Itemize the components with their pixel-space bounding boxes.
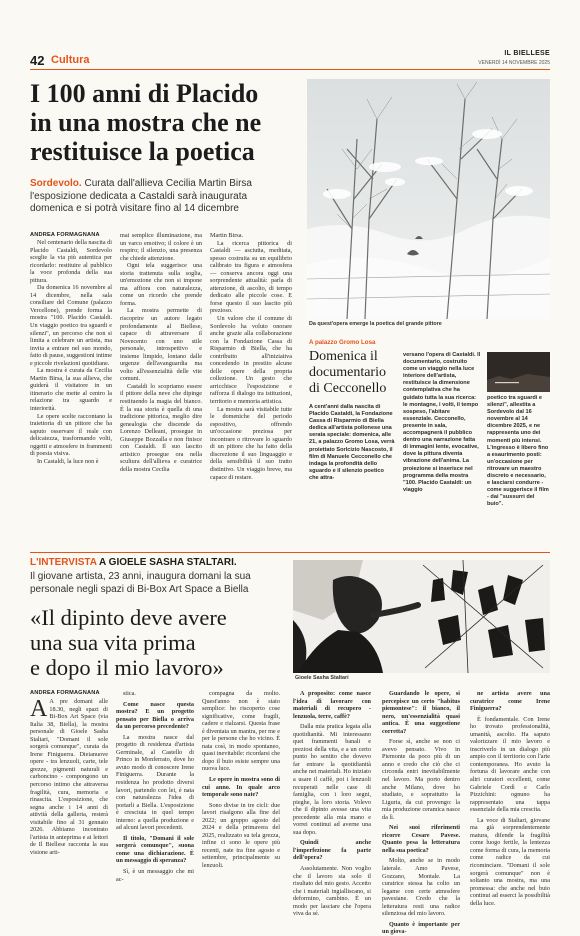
date-line: VENERDÌ 14 NOVEMBRE 2025 bbox=[478, 60, 550, 66]
article1-col3 bbox=[210, 232, 292, 547]
dropcap-letter: A bbox=[30, 696, 48, 722]
paragraph: Un valore che il comune di Sordevolo ha voluto onorare anche grazie alla collaborazione con la Fondazione Cassa di Risparmio di Biella, che ha contribuito all'iniziativa concedendo in prestito alcune delle opere della propria collezione. Un gesto che arricchisce l'esposizione e rafforza il dialogo tra istituzioni, territorio e memoria artistica. bbox=[210, 315, 292, 406]
answer: È fondamentale. Con Irene ho trovato professionalità, umanità, ascolto. Ha saputo valorizzare il mio lavoro e inscriverlo in un dialogo più ampio con il territorio con l'arte contemporanea. Ho avuto la fortuna di lavorare anche con altri curatori eccellenti, come Gabriele Cordì e Carlo Pizzichini: ognuno ha rappresentato una tappa essenziale della mia crescita. bbox=[470, 715, 550, 814]
answer: Assolutamente. Non voglio che il lavoro sia solo il risultato del mio gesto. Accetto che i materiali ingialliscano, si deformino, cambino. È un modo per lasciare che l'opera viva da sé. bbox=[293, 865, 371, 918]
answer: Sì, è un messaggio che mi ac- bbox=[116, 868, 194, 883]
snow-painting bbox=[307, 79, 550, 319]
paragraph: La mostra è curata da Cecilia Martin Birsa, la sua allieva, che guiderà il visitatore in un itinerario che mette al centro la relazione tra sguardo e interiorità. bbox=[30, 367, 112, 413]
artist-photo-caption: Gioele Sasha Staltari bbox=[295, 675, 349, 681]
answer: Sono divise in tre cicli: due lavori risalgono alla fine del 2022; un gruppo agosto del 2024 e della primavera del 2025, realizzato su tela grezza, infine ci sono le opere più recenti, nate tra fine agosto e settembre, principalmente su lenzuoli. bbox=[202, 801, 280, 870]
question: Quindi anche l'imperfezione fa parte dell'opera? bbox=[293, 839, 371, 862]
question: A proposito: come nasce l'idea di lavorare con materiali di recupero - lenzuola, terre, caffè? bbox=[293, 690, 371, 720]
paragraph: Castaldi lo scopriamo essere il pittore della neve che dipinge restituendo la magia del bianco. È la sua storia è quella di una tradizione pittorica, meglio dire genealogia che discende da Lorenzo Delleani, prosegue in Giuseppe Bozzalla e non finisce con Castaldi. Il suo lascito artistico prosegue ora nella scultura dell'allieva e curatrice della mostra Cecilia bbox=[120, 382, 202, 473]
article1-col1 bbox=[30, 239, 112, 547]
title-line: restituisce la poetica bbox=[30, 137, 255, 166]
answer: La mostra nasce dal progetto di residenza d'artista Germinale, al Castello di Princo in Monferrato, dove ho avuto modo di conoscere Irene Finiguerra. Durante la residenza ho prodotto diversi lavori, partendo con lei, è nata con naturalezza l'idea di portarli a Biella. L'esposizione è cresciuta in quel tempo interno: a quella produzione e ad alcuni lavori precedenti. bbox=[116, 733, 194, 832]
paragraph: Martin Birsa. bbox=[210, 232, 243, 239]
answer: Dalla mia pratica legata alla quotidianità. Mi interessano quei frammenti banali e preziosi della vita, e a un certo punto ho sentito che dovevo far entrare la quotidianità anche nei materiali. Ho iniziato a usare il caffè, poi i lenzuoli recuperati nelle case di famiglia, con i loro segni, pieghe, la loro storia. Volevo che il dipinto avesse una vita precedente alla mia mano e vorrei continui ad averne una sua dopo. bbox=[293, 723, 371, 836]
paragraph: La mostra sarà visitabile tutte le domeniche del periodo espositivo, offrendo un'occasione preziosa per incontrare o ritrovare lo sguardo di un pittore che ha fatto della discrezione il suo linguaggio e della sensibilità il suo tratto distintivo. Un viaggio breve, ma capace di restare. bbox=[210, 405, 292, 481]
answer: Forse sì, anche se non ci avevo pensato. Vivo in Piemonte da poco più di un anno e credo che ciò che ci circonda entri inevitabilmente nel lavoro. Ma porto dentro anche Milano, dove ho studiato, e soprattutto la Liguria, da cui provengo: la mia produzione ceramica nasce da lì. bbox=[382, 738, 460, 821]
header-rule bbox=[30, 69, 550, 70]
subtitle-line: Il giovane artista, 23 anni, inaugura domani la sua bbox=[30, 571, 251, 582]
article2-col5 bbox=[382, 690, 460, 936]
question: Il titolo, "Domani il sole sorgerà comunque", suona come una dichiarazione. È un messaggio di speranza? bbox=[116, 834, 194, 865]
article2-col4 bbox=[293, 690, 371, 918]
subtitle-kicker: Sordevolo. bbox=[30, 178, 82, 189]
paragraph: mai semplice illuminazione, ma un varco emotivo; il colore è un respiro; il silenzio, una presenza che chiede attenzione. bbox=[120, 232, 202, 262]
title-line: di Cecconello bbox=[309, 381, 387, 396]
sidebar-col1: A cent'anni dalla nascita di Placido Castaldi, la Fondazione Cassa di Risparmio di Biella dedica all'artista pollonese una serata speciale: domenica, alle 21, a palazzo Gromo Losa, verrà proiettato Sorlcizio Nascosto, il film di Manuele Cecconello che indaga la profondità dello sguardo e il silenzio poetico che attra- bbox=[309, 404, 395, 481]
article2-kicker bbox=[30, 557, 237, 568]
question: Come nasce questa mostra? E un progetto pensato per Biella o arriva da un percorso precedente? bbox=[116, 700, 194, 731]
section-divider bbox=[30, 552, 550, 553]
answer: La voce di Staltari, giovane ma già sorprendentemente matura, difende la fragilità come luogo fertile, la lentezza come forma di cura, la memoria come radice da cui ricominciare. "Domani il sole sorgerà comunque" non è soltanto una mostra, ma una promessa: che anche nel buio continui ad esserci la possibilità della luce. bbox=[470, 816, 550, 907]
question: Nei suoi riferimenti ricorre Cesare Pavese. Quanto pesa la letteratura nella sua poetica? bbox=[382, 824, 460, 854]
subtitle-text: Curata dall'allieva Cecilia Martin Birsa bbox=[81, 178, 252, 189]
question: Guardando le opere, si percepisce un certo "habitus piemontese": il bianco, il nero, un'essenzialità quasi antica. È una suggestione corretta? bbox=[382, 690, 460, 735]
sidebar-col3: poetico tra sguardi e silenzi", allestita a Sordevolo dal 16 novembre al 14 dicembre 2025, e ne rappresenta uno dei momenti più intensi. L'ingresso è libero fino a esaurimento posti: un'occasione per ritrovare un maestro discreto e necessario, e lasciarsi condurre - come suggerisce il film - dai "sussurri del buio". bbox=[487, 395, 549, 508]
kicker-label: L'INTERVISTA bbox=[30, 557, 97, 568]
article2-col3 bbox=[202, 690, 280, 870]
question: ne artista avere una curatrice come Irene Finiguerra? bbox=[470, 690, 550, 713]
paragraph: Ogni tela suggerisce una storia trattenuta sulla soglia, un'emozione che non si impone ma affiora con naturalezza, come un ricordo che prende forma. bbox=[120, 262, 202, 307]
quote-line: «Il dipinto deve avere bbox=[30, 605, 227, 630]
article2-author: ANDREA FORMAGNANA bbox=[30, 690, 100, 696]
title-line: in una mostra che ne bbox=[30, 108, 262, 137]
article1-subtitle bbox=[30, 178, 300, 216]
article1-col2 bbox=[120, 232, 202, 547]
paragraph: In Castaldi, la luce non è bbox=[37, 457, 99, 465]
article2-col2 bbox=[116, 690, 194, 883]
article1-author: ANDREA FORMAGNANA bbox=[30, 232, 100, 238]
sidebar-photo bbox=[487, 352, 550, 392]
photo-caption: Da quest'opera emerge la poetica del grande pittore bbox=[309, 321, 442, 327]
question: Le opere in mostra sono di cui anno. In quale arco temporale sono nate? bbox=[202, 776, 280, 799]
answer: compagna da molto. Quest'anno non è stato semplice: ho riscoperto cose significative, come fragili, cadere e rialzarsi. Questa frase è diventata un mantra, per me e per le persone che ho vicino. È nata così, in modo spontaneo, quasi inevitabile: ricordarsi che dopo il buio esiste sempre una nuova luce. bbox=[202, 690, 280, 773]
sidebar-col2: versano l'opera di Castaldi. Il documentario, costruito come un viaggio nella luce interiore dell'artista, restituisce la dimensione contemplativa che ha guidato tutta la sua ricerca: le montagne, i volti, il tempo sospeso, l'abitare essenziale. Cecconello, presente in sala, accompagnerà il pubblico dentro una narrazione fatta di immagini lente, evocative, dove la pittura diventa vibrazione dell'anima. La proiezione si inserisce nel programma della mostra "100. Placido Castaldi: un viaggio bbox=[403, 352, 481, 493]
article2-subtitle bbox=[30, 571, 300, 596]
answer: Molto, anche se in modo laterale. Amo Pavese, Gozzano, Montale. La curatrice stessa ha colto un legame con certe atmosfere pavesiane. Credo che la letteratura resti una radice silenziosa del mio lavoro. bbox=[382, 857, 460, 918]
paragraph: La ricerca pittorica di Castaldi — asciutta, meditata, spesso costruita su un equilibrio calibrato tra figura e atmosfera — conserva ancora oggi una sorprendente attualità: parla di attenzione, di ascolto, di tempo dedicato alle piccole cose. E forse questo il suo lascito più prezioso. bbox=[210, 239, 292, 315]
paragraph: La mostra permette di riscoprire un autore legato profondamente al Biellese, capace di attraversare il Novecento con uno stile personale, introspettivo e insieme limpido, lontano dalle urgenze dell'avanguardia ma volto all'essenzialità delle vite comuni. bbox=[120, 307, 202, 383]
paragraph: Nel centenario della nascita di Placido Castaldi, Sordevolo sceglie la via più autentica per ricordarlo: restituire al pubblico la voce profonda della sua pittura. bbox=[30, 239, 112, 284]
quote-line: una sua vita prima bbox=[30, 630, 196, 655]
question: Quanto è importante per un giova- bbox=[382, 920, 460, 936]
artist-photo bbox=[293, 560, 550, 673]
answer: stica. bbox=[123, 690, 136, 697]
subtitle-line: domenica e si potrà visitare fino al 14 dicembre bbox=[30, 203, 239, 214]
article2-col1 bbox=[30, 696, 108, 856]
sidebar-title bbox=[309, 349, 399, 397]
subtitle-line: l'esposizione dedicata a Castaldi sarà inaugurata bbox=[30, 190, 248, 202]
paragraph: Le opere scelte raccontano la traiettoria di un pittore che ha saputo osservare il reale con delicatezza, trasformando volti, oggetti e atmosfere in frammenti di poesia visiva. bbox=[30, 412, 112, 458]
article1-title bbox=[30, 79, 300, 166]
title-line: I 100 anni di Placido bbox=[30, 79, 259, 108]
article2-col6 bbox=[470, 690, 550, 907]
sidebar-kicker: A palazzo Gromo Losa bbox=[309, 339, 376, 346]
section-label: Cultura bbox=[51, 54, 90, 66]
subtitle-line: personale negli spazi di Bi-Box Art Space a Biella bbox=[30, 583, 249, 595]
kicker-text: A GIOELE SASHA STALTARI. bbox=[96, 557, 237, 568]
paragraph: Da domenica 16 novembre al 14 dicembre, nella sala consiliare del Comune (palazzo Vercellone), prende forma la mostra "100. Placido Castaldi. Un viaggio poetico tra sguardi e silenzi", un percorso che non si limita a celebrare un artista, ma invita a entrare nel suo mondo, fatto di pause, suggestioni intime e piccole rivelazioni quotidiane. bbox=[30, 284, 112, 367]
quote-line: e dopo il mio lavoro» bbox=[30, 655, 224, 680]
article2-quote bbox=[30, 605, 300, 680]
title-line: Domenica il bbox=[309, 349, 378, 364]
title-line: documentario bbox=[309, 365, 386, 380]
page-number: 42 bbox=[30, 53, 45, 68]
paper-name: IL BIELLESE bbox=[504, 50, 550, 57]
article2-col1-text: A pre domani alle 18.30, negli spazi di Bi-Box Art Space (via Italia 38, Biella), la mostra personale di Gioele Sasha Staltari, "Domani il sole sorgerà comunque", curata da Irene Finiguerra. Dieianuove opere - tra lenzuoli, carte, tele grezze, pigmenti naturali e carboncino - compongono un percorso intimo che attraversa fragilità, cura, memoria e rinascita. L'esposizione, che segna anche i 14 anni di attività della galleria, resterà visitabile fino al 31 gennaio 2026. Abbiamo incontrato l'artista in anteprima e ai lettori de Il Biellese racconta la sua visione arti- bbox=[30, 698, 108, 856]
